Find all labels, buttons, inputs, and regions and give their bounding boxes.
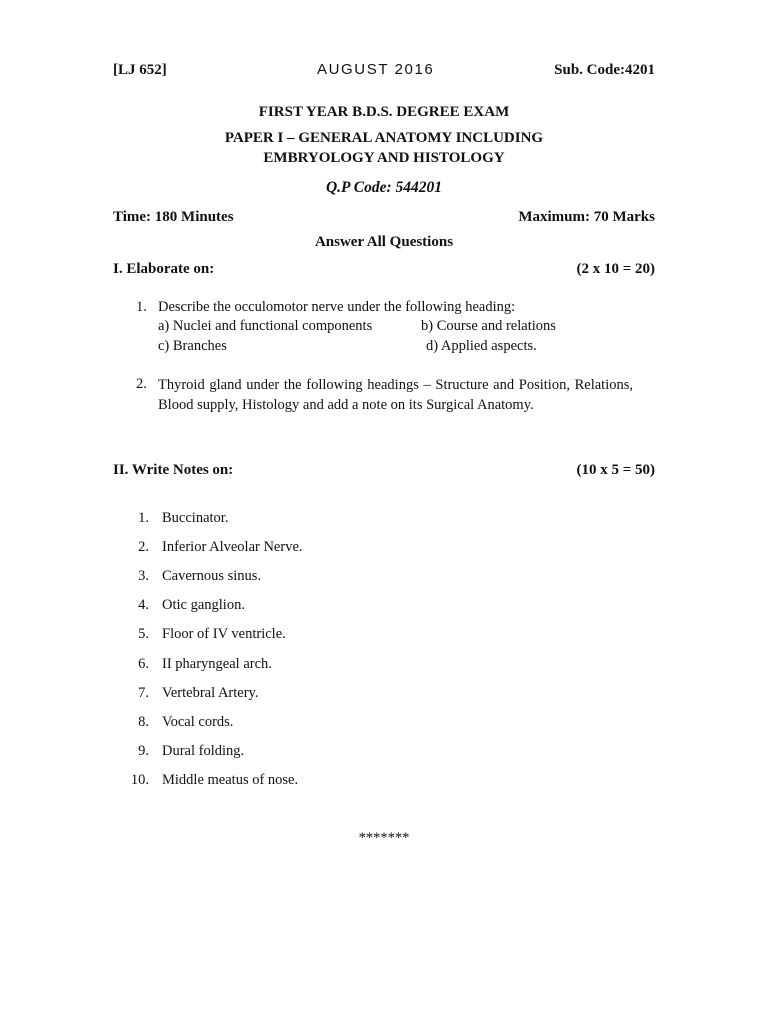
list-item	[0, 626, 768, 646]
exam-title: FIRST YEAR B.D.S. DEGREE EXAM	[258, 104, 510, 120]
question-1-number: 1.	[136, 299, 147, 315]
question-1-text: Describe the occulomotor nerve under the following heading:	[158, 299, 516, 315]
note-text: Dural folding.	[162, 742, 245, 759]
note-text: Vertebral Artery.	[162, 684, 259, 701]
question-2-number: 2.	[136, 376, 147, 392]
qp-code	[0, 179, 768, 197]
note-text: Floor of IV ventricle.	[162, 626, 286, 643]
qp-code-label: Q.P Code	[325, 179, 387, 196]
question-1-option-a: a) Nuclei and functional components	[158, 318, 373, 334]
paper-title-line2: EMBRYOLOGY AND HISTOLOGY	[263, 150, 505, 166]
question-1-option-c: c) Branches	[158, 338, 227, 354]
note-number: 3.	[138, 568, 149, 585]
note-number: 8.	[138, 713, 149, 730]
instruction: Answer All Questions	[314, 234, 454, 250]
section-1-heading: I. Elaborate on:	[113, 261, 215, 277]
note-text: Cavernous sinus.	[162, 568, 262, 585]
list-item	[0, 656, 768, 676]
note-number: 5.	[138, 626, 149, 643]
note-text: Buccinator.	[162, 510, 229, 526]
list-item	[0, 685, 768, 705]
note-number: 10.	[130, 771, 149, 788]
paper-title-line1: PAPER I – GENERAL ANATOMY INCLUDING	[224, 130, 544, 146]
question-1-option-b: b) Course and relations	[421, 318, 556, 334]
section-1-marks: (2 x 10 = 20)	[576, 261, 655, 277]
qp-code-value: : 544201	[386, 179, 443, 196]
question-2-text: Thyroid gland under the following headings – Structure and Position, Relations, Blood supply, Histology and add a note on its Surgical Anatomy.	[158, 377, 633, 413]
list-item	[0, 539, 768, 559]
note-text: Vocal cords.	[162, 713, 234, 730]
list-item	[0, 743, 768, 763]
list-item	[0, 510, 768, 530]
end-marker: *******	[358, 830, 410, 846]
list-item	[0, 714, 768, 734]
question-1-option-d: d) Applied aspects.	[426, 338, 537, 354]
note-number: 6.	[138, 655, 149, 672]
note-text: II pharyngeal arch.	[162, 655, 272, 672]
note-text: Inferior Alveolar Nerve.	[162, 539, 303, 556]
list-item	[0, 568, 768, 588]
paper-ref-code: [LJ 652]	[113, 62, 167, 78]
exam-time: Time: 180 Minutes	[113, 209, 234, 225]
subject-code: Sub. Code:4201	[554, 62, 655, 78]
note-text: Otic ganglion.	[162, 597, 245, 614]
note-number: 2.	[138, 539, 149, 556]
note-text: Middle meatus of nose.	[162, 771, 299, 788]
section-2-marks: (10 x 5 = 50)	[576, 462, 655, 478]
list-item	[0, 772, 768, 792]
note-number: 7.	[138, 684, 149, 701]
exam-month-year: AUGUST 2016	[317, 61, 435, 78]
note-number: 1.	[138, 510, 149, 526]
maximum-marks: Maximum: 70 Marks	[518, 209, 655, 225]
note-number: 9.	[138, 742, 149, 759]
note-number: 4.	[138, 597, 149, 614]
list-item	[0, 597, 768, 617]
section-2-heading: II. Write Notes on:	[113, 462, 234, 478]
